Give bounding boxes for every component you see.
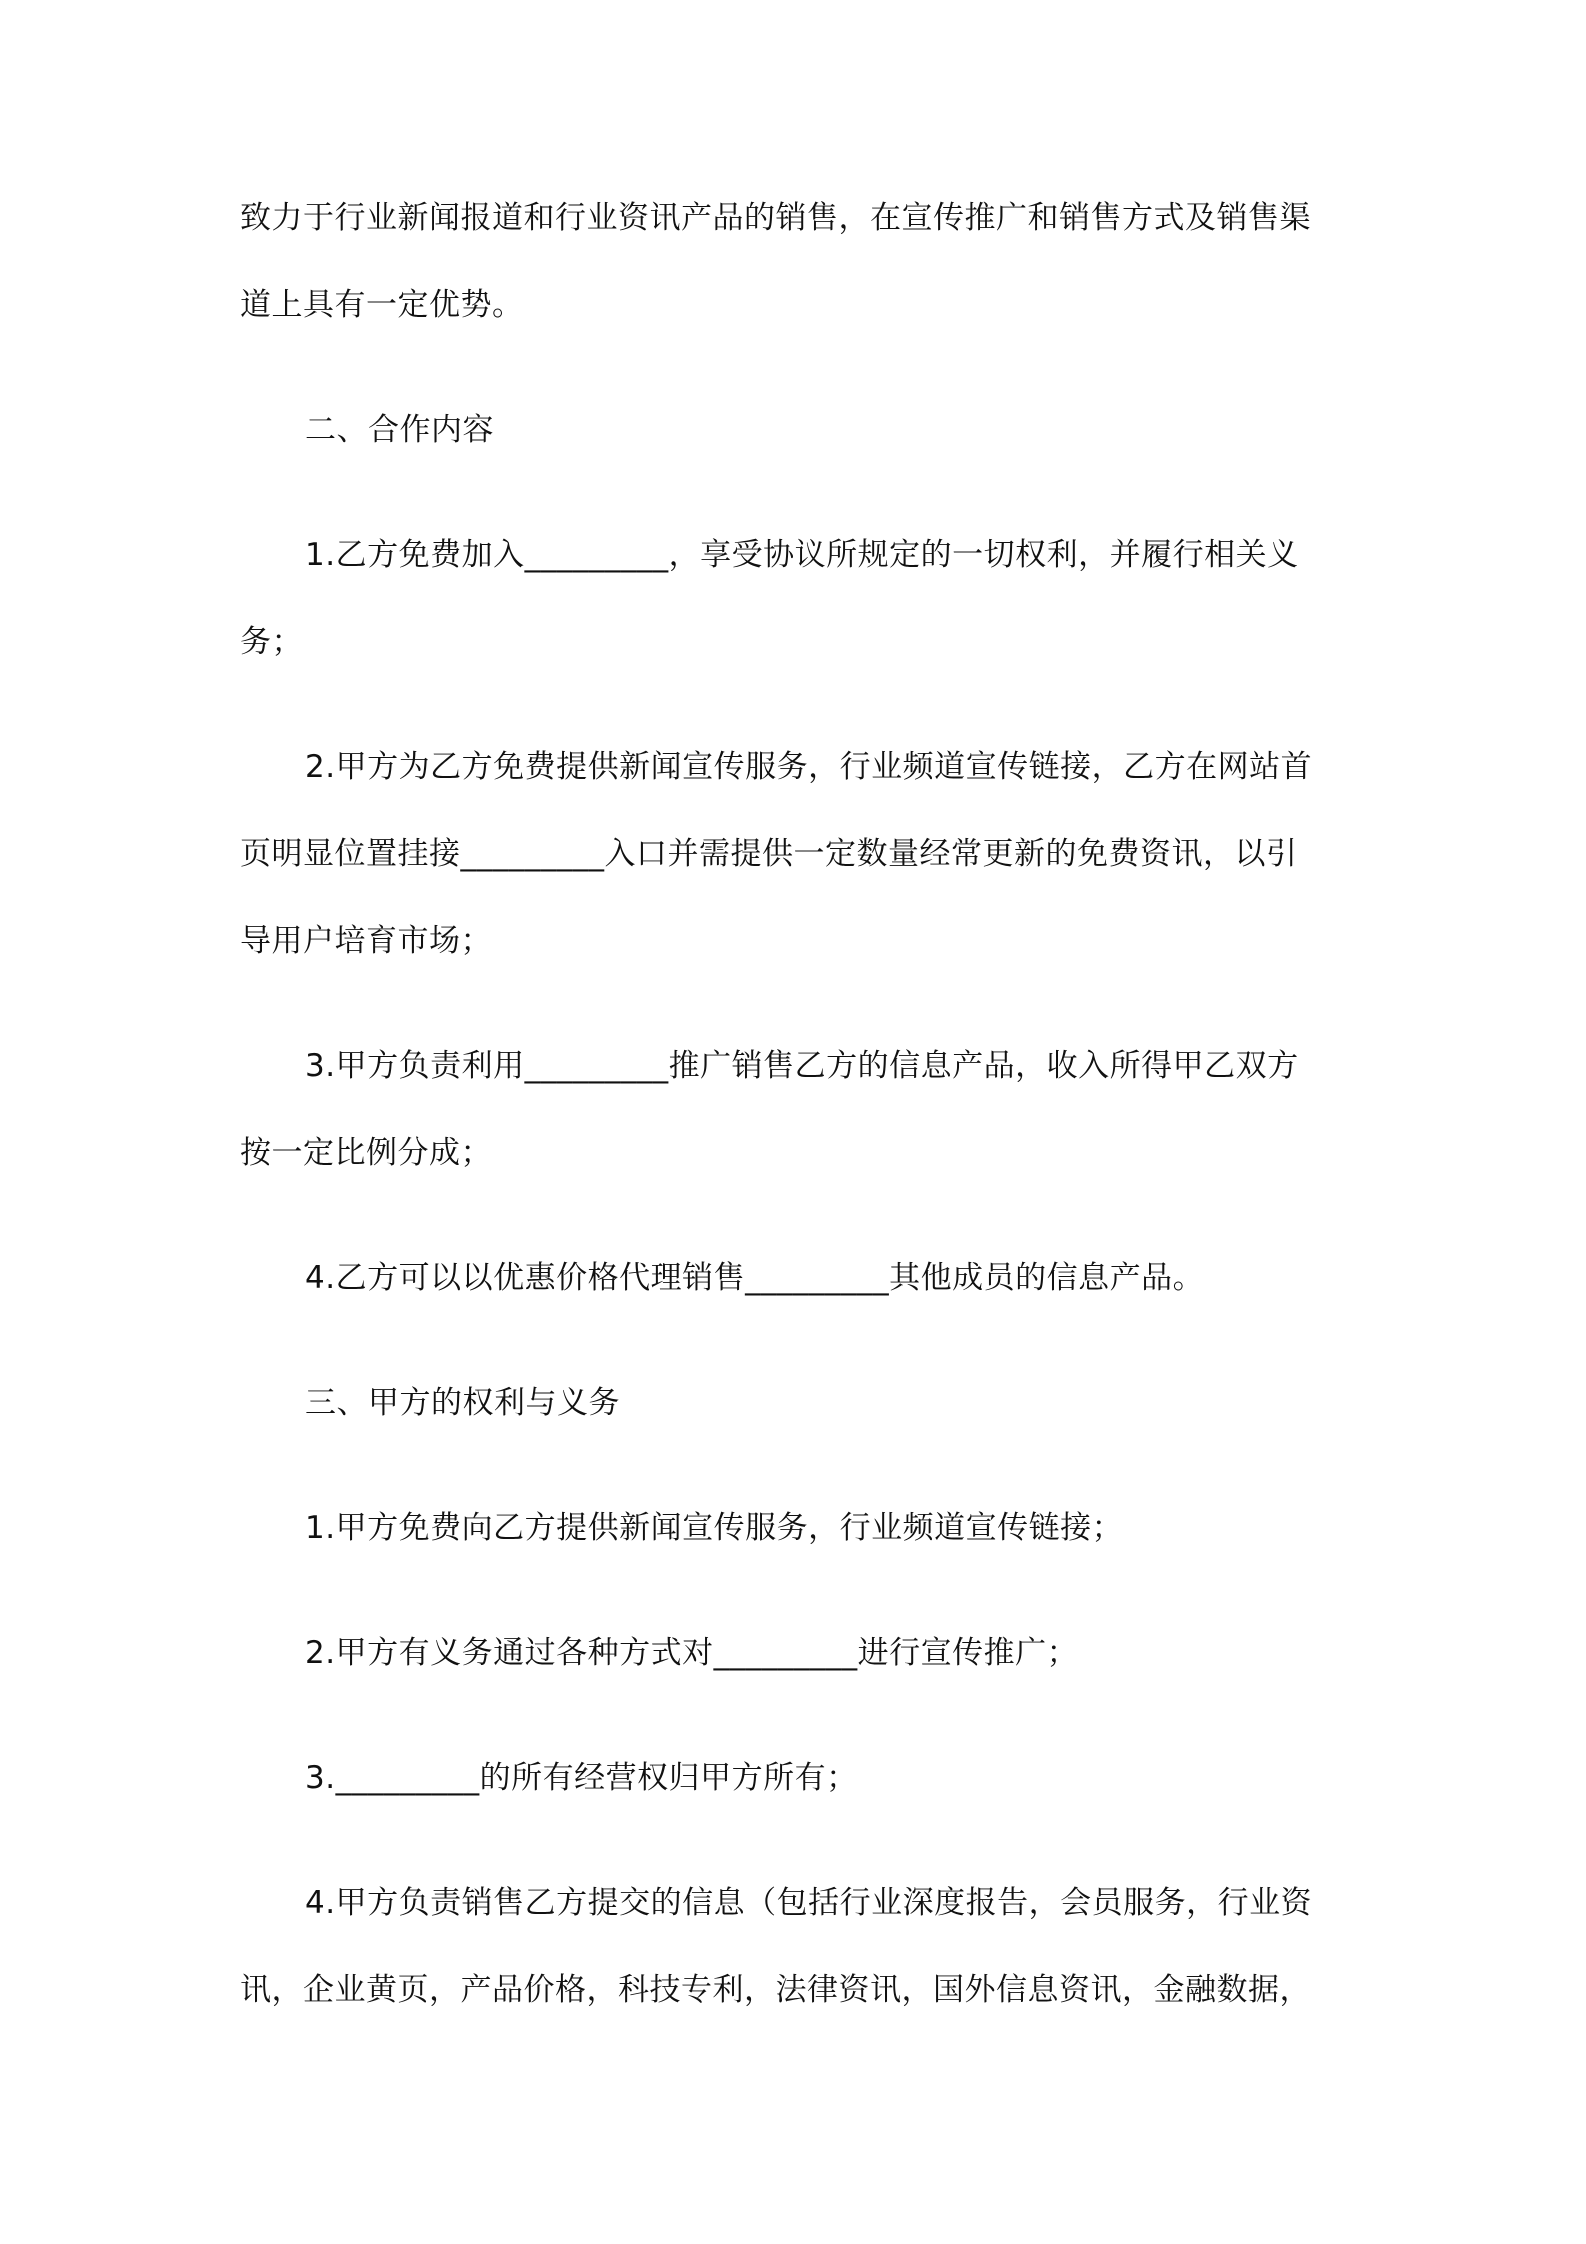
clause-2-1-line-1: 1.乙方免费加入_________，享受协议所规定的一切权利，并履行相关义 (305, 537, 1299, 573)
clause-3-3-line-1: 3._________的所有经营权归甲方所有； (305, 1760, 858, 1796)
clause-2-1-line-2: 务； (240, 624, 303, 660)
clause-2-3-line-1: 3.甲方负责利用_________推广销售乙方的信息产品，收入所得甲乙双方 (305, 1048, 1299, 1084)
paragraph-intro-line-1: 致力于行业新闻报道和行业资讯产品的销售，在宣传推广和销售方式及销售渠 (240, 200, 1311, 236)
clause-2-2-line-2: 页明显位置挂接_________入口并需提供一定数量经常更新的免费资讯，以引 (240, 836, 1298, 872)
section-heading-2: 二、合作内容 (305, 412, 494, 448)
clause-2-2-line-1: 2.甲方为乙方免费提供新闻宣传服务，行业频道宣传链接，乙方在网站首 (305, 749, 1313, 785)
section-heading-3: 三、甲方的权利与义务 (305, 1385, 620, 1421)
clause-2-4-line-1: 4.乙方可以以优惠价格代理销售_________其他成员的信息产品。 (305, 1260, 1205, 1296)
clause-3-2-line-1: 2.甲方有义务通过各种方式对_________进行宣传推广； (305, 1635, 1079, 1671)
clause-3-1-line-1: 1.甲方免费向乙方提供新闻宣传服务，行业频道宣传链接； (305, 1510, 1124, 1546)
clause-3-4-line-1: 4.甲方负责销售乙方提交的信息（包括行业深度报告，会员服务，行业资 (305, 1885, 1313, 1921)
clause-2-3-line-2: 按一定比例分成； (240, 1135, 492, 1171)
paragraph-intro-line-2: 道上具有一定优势。 (240, 287, 524, 323)
clause-3-4-line-2: 讯，企业黄页，产品价格，科技专利，法律资讯，国外信息资讯，金融数据， (240, 1972, 1311, 2008)
clause-2-2-line-3: 导用户培育市场； (240, 923, 492, 959)
